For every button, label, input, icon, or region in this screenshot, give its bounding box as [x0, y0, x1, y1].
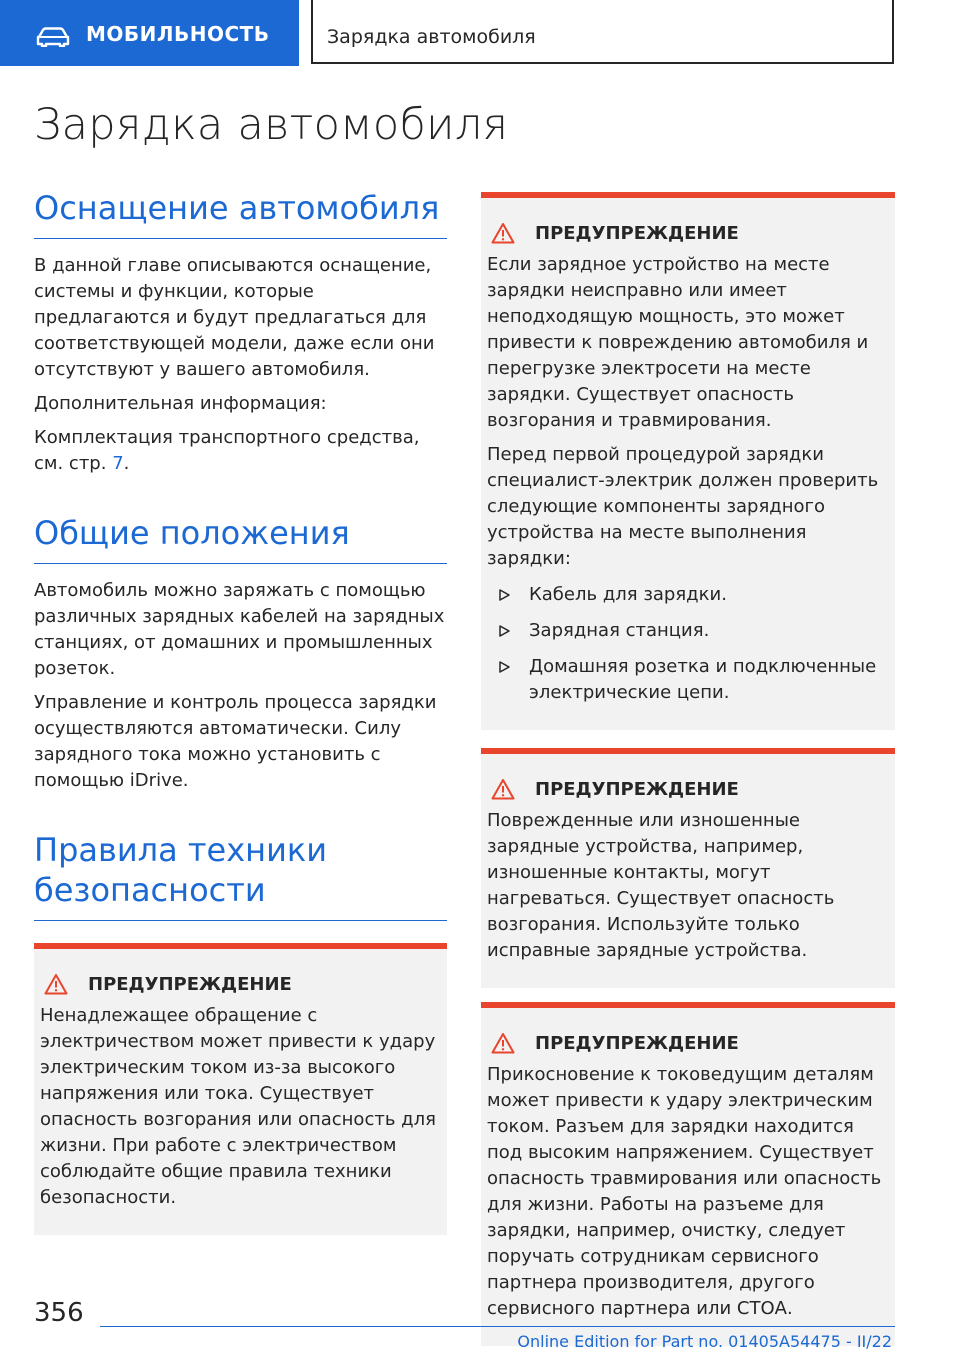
section-tab-label: МОБИЛЬНОСТЬ: [86, 22, 270, 46]
chapter-tab[interactable]: [311, 0, 894, 64]
car-icon: [36, 27, 70, 47]
warning-title: ПРЕДУПРЕЖДЕНИЕ: [535, 778, 739, 800]
warning-text: Перед первой процедурой зарядки специалист-электрик должен проверить следующие компоненты зарядного устройства на месте выполнения зарядки:: [487, 444, 879, 569]
warning-title: ПРЕДУПРЕЖДЕНИЕ: [535, 222, 739, 244]
heading-rule: [34, 920, 447, 921]
page-link[interactable]: 7: [112, 453, 124, 474]
list-item: Домашняя розетка и подключенные электрические цепи.: [487, 654, 887, 706]
heading-safety: Правила техники безопасности: [34, 831, 327, 909]
right-column: [481, 192, 895, 1346]
warning-title: ПРЕДУПРЕЖДЕНИЕ: [88, 973, 292, 995]
paragraph: Управление и контроль процесса зарядки осуществляются автоматически. Силу зарядного тока можно установить с помощью iDrive.: [34, 692, 437, 791]
warning-triangle-icon: [491, 778, 515, 800]
warning-box: [34, 943, 447, 1235]
page-number: 356: [34, 1298, 84, 1328]
warning-text: Поврежденные или изношенные зарядные устройства, например, изношенные контакты, могут нагреваться. Существует опасность возгорания. Используйте только исправные зарядные устройства.: [487, 810, 835, 961]
component-list: [487, 582, 887, 706]
warning-title: ПРЕДУПРЕЖДЕНИЕ: [535, 1032, 739, 1054]
warning-box: [481, 1002, 895, 1346]
warning-triangle-icon: [44, 973, 68, 995]
section-tab[interactable]: [0, 0, 299, 66]
paragraph: Комплектация транспортного средства, см. стр. 7.: [34, 427, 420, 474]
chapter-label: Зарядка автомобиля: [327, 26, 536, 48]
warning-box: [481, 748, 895, 988]
footer-rule: [100, 1326, 895, 1327]
warning-text: Ненадлежащее обращение с электричеством может привести к удару электрическим током из-за высокого напряжения или тока. Существует опасность возгорания или опасность для жизни. При работе с электричеством соблюдайте общие правила техники безопасности.: [40, 1005, 436, 1208]
bullet-triangle-icon: [499, 661, 510, 673]
heading-equipment: Оснащение автомобиля: [34, 189, 440, 227]
warning-triangle-icon: [491, 1032, 515, 1054]
heading-rule: [34, 238, 447, 239]
edition-label: Online Edition for Part no. 01405A54475 - II/22: [517, 1332, 892, 1351]
paragraph: Дополнительная информация:: [34, 393, 327, 414]
heading-rule: [34, 563, 447, 564]
paragraph: Автомобиль можно заряжать с помощью различных зарядных кабелей на зарядных станциях, от домашних и промышленных розеток.: [34, 580, 445, 679]
left-column: [34, 188, 447, 1235]
page-title: Зарядка автомобиля: [34, 100, 509, 150]
heading-general: Общие положения: [34, 514, 350, 552]
warning-text: Если зарядное устройство на месте зарядки неисправно или имеет неподходящую мощность, это может привести к повреждению автомобиля и перегрузке электросети на месте зарядки. Существует опасность возгорания и травмирования.: [487, 254, 869, 431]
warning-triangle-icon: [491, 222, 515, 244]
list-item: Зарядная станция.: [487, 618, 887, 644]
warning-text: Прикосновение к токоведущим деталям может привести к удару электрическим током. Разъем для зарядки находится под высоким напряжением. Существует опасность травмирования или опасность для жизни. Работы на разъеме для зарядки, например, очистку, следует поручать сотрудникам сервисного партнера производителя, другого сервисного партнера или СТОА.: [487, 1064, 882, 1319]
warning-box: [481, 192, 895, 730]
list-item: Кабель для зарядки.: [487, 582, 887, 608]
bullet-triangle-icon: [499, 625, 510, 637]
bullet-triangle-icon: [499, 589, 510, 601]
paragraph: В данной главе описываются оснащение, системы и функции, которые предлагаются и будут предлагаться для соответствующей модели, даже если они отсутствуют у вашего автомобиля.: [34, 255, 435, 380]
